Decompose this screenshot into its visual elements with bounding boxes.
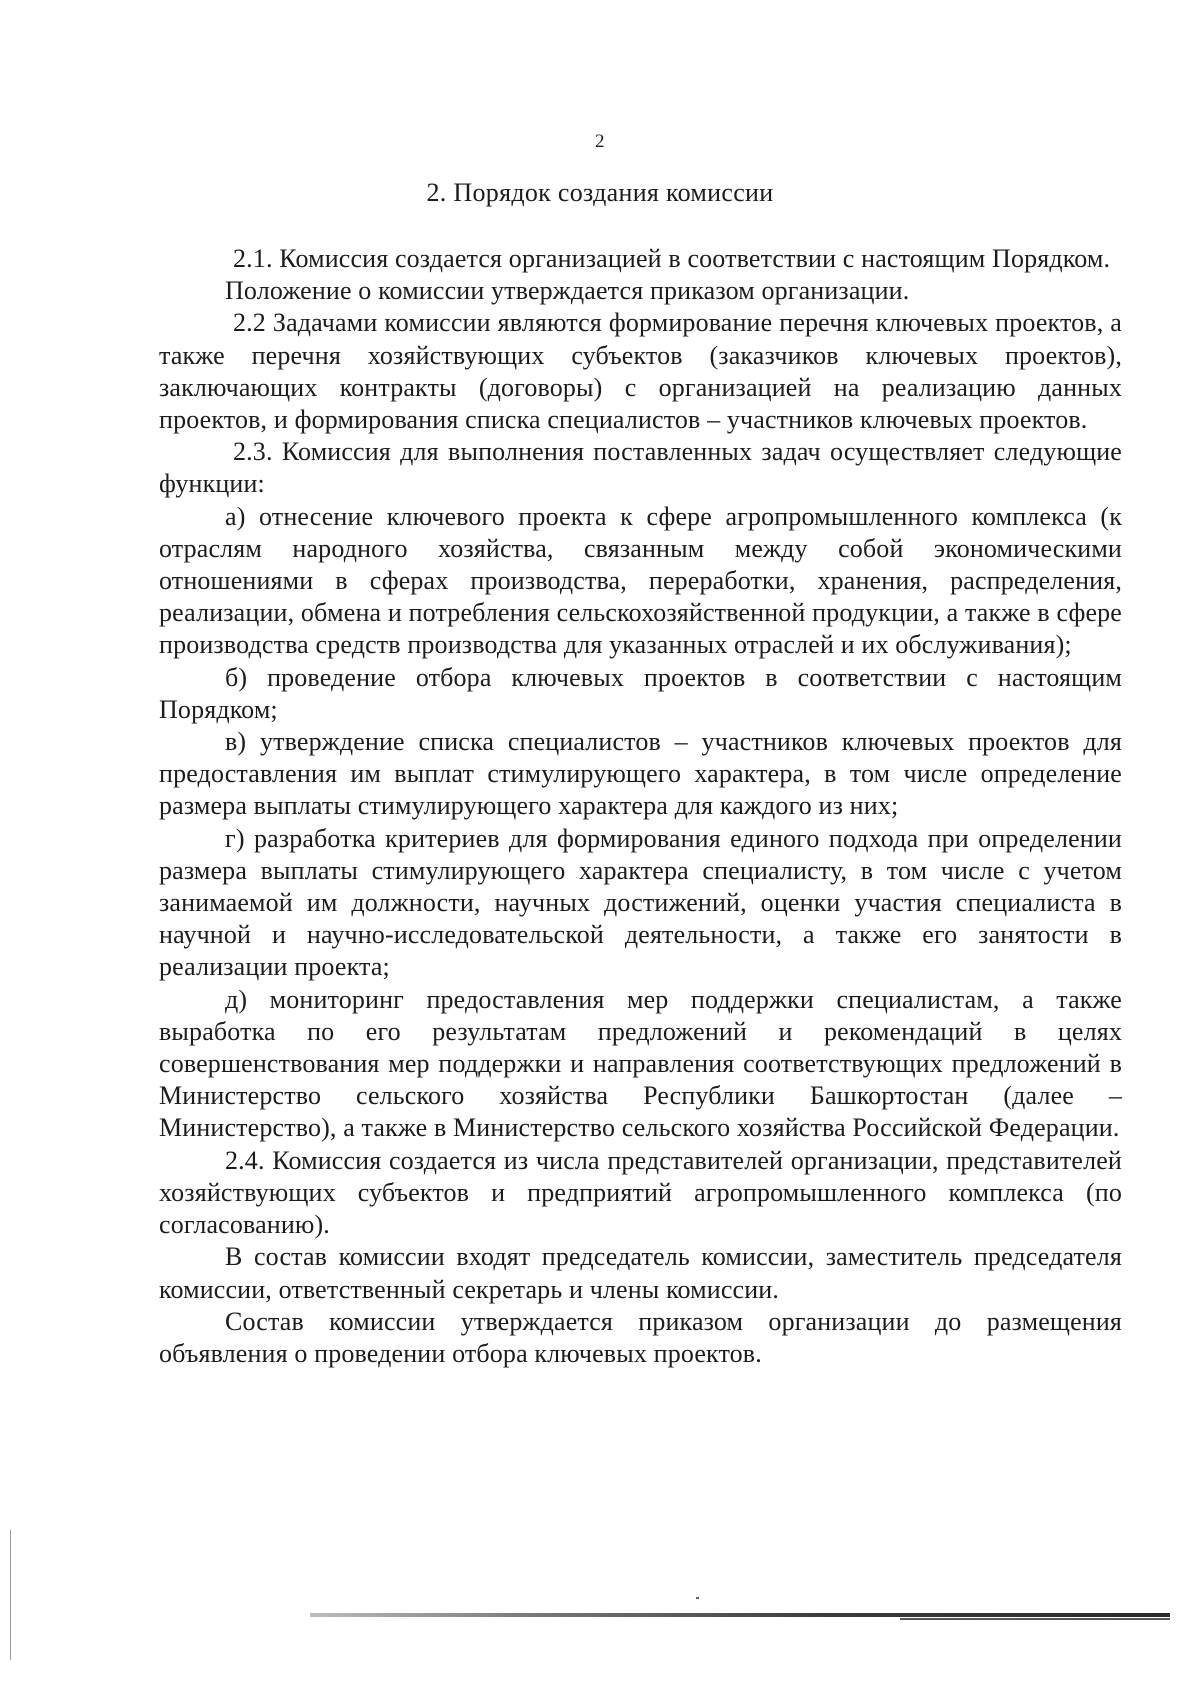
paragraph-regulation: Положение о комиссии утверждается приказом организации. <box>225 276 910 306</box>
scan-bottom-line-secondary <box>900 1618 1170 1620</box>
scan-bottom-line <box>310 1613 1170 1617</box>
paragraph-2-3: 2.3. Комиссия для выполнения поставленных задач осуществляет следующие функции: <box>159 437 1122 499</box>
paragraph-2-1: 2.1. Комиссия создается организацией в соответствии с настоящим Порядком. <box>233 244 1111 273</box>
page-number: 2 <box>595 131 605 152</box>
paragraph-2-2: 2.2 Задачами комиссии являются формирование перечня ключевых проектов, а также перечня хозяйствующих субъектов (заказчиков ключевых проектов), заключающих контракты (договоры) с организацией на реализацию данных проектов, и формирования списка специалистов – участников ключевых проектов. <box>159 308 1122 435</box>
list-item-v: в) утверждение списка специалистов – участников ключевых проектов для предоставления им выплат стимулирующего характера, в том числе определение размера выплаты стимулирующего характера для каждого из них; <box>159 727 1122 821</box>
scan-margin-line <box>10 1530 11 1660</box>
document-body <box>159 243 1122 1370</box>
list-item-a: а) отнесение ключевого проекта к сфере агропромышленного комплекса (к отраслям народного хозяйства, связанным между собой экономическими отношениями в сферах производства, переработки, хранения, распределения, реализации, обмена и потребления сельскохозяйственной продукции, а также в сфере производства средств производства для указанных отраслей и их обслуживания); <box>159 501 1122 660</box>
list-item-d: д) мониторинг предоставления мер поддержки специалистам, а также выработка по его результатам предложений и рекомендаций в целях совершенствования мер поддержки и направления соответствующих предложений в Министерство сельского хозяйства Республики Башкортостан (далее – Министерство), а также в Министерство сельского хозяйства Российской Федерации. <box>159 984 1122 1143</box>
list-item-b: б) проведение отбора ключевых проектов в соответствии с настоящим Порядком; <box>159 662 1122 724</box>
paragraph-2-4: 2.4. Комиссия создается из числа представителей организации, представителей хозяйствующих субъектов и предприятий агропромышленного комплекса (по согласованию). <box>159 1145 1122 1240</box>
paragraph-approval: Состав комиссии утверждается приказом организации до размещения объявления о проведении отбора ключевых проектов. <box>159 1306 1122 1368</box>
list-item-g: г) разработка критериев для формирования единого подхода при определении размера выплаты стимулирующего характера специалисту, в том числе с учетом занимаемой им должности, научных достижений, оценки участия специалиста в научной и научно-исследовательской деятельности, а также его занятости в реализации проекта; <box>159 823 1122 982</box>
section-title: 2. Порядок создания комиссии <box>426 178 774 207</box>
paragraph-composition: В состав комиссии входят председатель комиссии, заместитель председателя комиссии, ответственный секретарь и члены комиссии. <box>159 1242 1122 1304</box>
scan-artifact-dot <box>696 1597 699 1599</box>
